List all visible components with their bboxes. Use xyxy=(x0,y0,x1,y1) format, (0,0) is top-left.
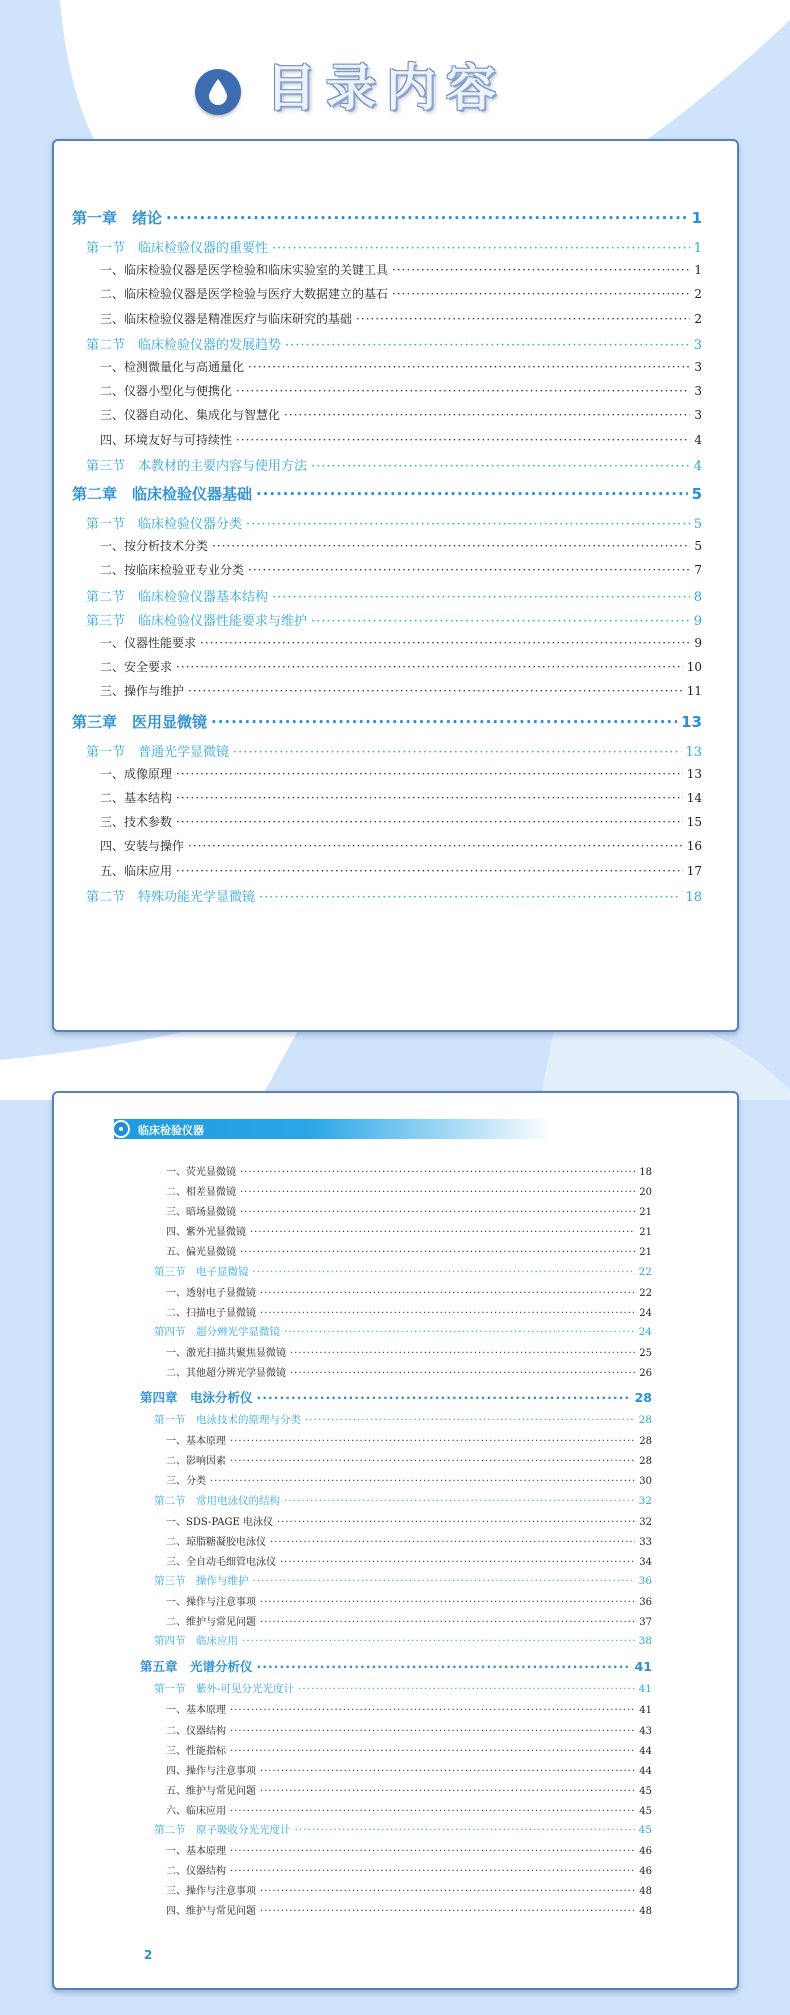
toc-row-item[interactable] xyxy=(166,1223,652,1238)
toc-page-number: 48 xyxy=(639,1906,652,1918)
leader-dots xyxy=(284,1326,635,1338)
toc-label: 四、环境友好与可持续性 xyxy=(100,432,233,447)
toc-label: 一、SDS-PAGE 电泳仪 xyxy=(166,1516,273,1528)
toc-label: 第三节 本教材的主要内容与使用方法 xyxy=(86,458,308,474)
running-header-text: 临床检验仪器 xyxy=(138,1124,204,1137)
leader-dots xyxy=(176,791,683,805)
toc-page-number: 25 xyxy=(639,1347,652,1359)
leader-dots xyxy=(210,1476,635,1487)
toc-row-item[interactable] xyxy=(100,658,702,675)
leader-dots xyxy=(188,839,683,853)
toc-label: 第四节 超分辨光学显微镜 xyxy=(154,1325,280,1338)
toc-row-chapter[interactable] xyxy=(72,711,702,732)
toc-row-item[interactable] xyxy=(100,837,702,854)
toc-row-section[interactable] xyxy=(154,1822,652,1837)
toc-row-section[interactable] xyxy=(154,1493,652,1508)
leader-dots xyxy=(270,1537,635,1548)
leader-dots xyxy=(295,1824,635,1836)
toc-label: 第一节 紫外-可见分光光度计 xyxy=(154,1683,295,1696)
toc-page-number: 15 xyxy=(686,815,702,830)
toc-page-number: 36 xyxy=(639,1597,652,1608)
leader-dots xyxy=(230,1456,635,1467)
toc-page-number: 28 xyxy=(634,1390,652,1406)
toc-row-item[interactable] xyxy=(166,1902,652,1917)
toc-row-item[interactable] xyxy=(166,1742,652,1757)
toc-row-item[interactable] xyxy=(100,682,702,699)
toc-row-section[interactable] xyxy=(154,1633,652,1648)
leader-dots xyxy=(230,1846,635,1857)
leader-dots xyxy=(240,1247,635,1258)
leader-dots xyxy=(260,1308,635,1319)
toc-page-number: 14 xyxy=(686,791,702,805)
toc-page-number: 46 xyxy=(639,1866,652,1878)
toc-page-number: 3 xyxy=(693,337,702,353)
toc-row-item[interactable] xyxy=(100,561,702,578)
toc-page-number: 10 xyxy=(686,660,702,675)
toc-row-item[interactable] xyxy=(166,1722,652,1737)
toc-label: 第一节 临床检验仪器分类 xyxy=(86,517,243,532)
toc-page-number: 30 xyxy=(639,1476,652,1488)
toc-row-item[interactable] xyxy=(100,406,702,423)
leader-dots xyxy=(212,539,690,553)
toc-page-number: 2 xyxy=(694,311,702,326)
toc-row-section[interactable] xyxy=(154,1681,652,1696)
toc-row-item[interactable] xyxy=(166,1553,652,1568)
leader-dots xyxy=(272,590,690,605)
leader-dots xyxy=(311,459,690,474)
toc-label: 四、紫外光显微镜 xyxy=(166,1227,246,1239)
toc-page-number: 41 xyxy=(638,1683,652,1696)
toc-label: 第二节 原子吸收分光光度计 xyxy=(154,1824,291,1836)
toc-row-item[interactable] xyxy=(100,431,702,448)
leader-dots xyxy=(176,660,683,674)
leader-dots xyxy=(253,1266,635,1278)
toc-label: 二、按临床检验亚专业分类 xyxy=(100,563,245,578)
leader-dots xyxy=(230,1436,635,1447)
toc-label: 一、基本原理 xyxy=(166,1846,226,1858)
toc-page-number: 1 xyxy=(691,209,702,227)
toc-row-item[interactable] xyxy=(166,1344,652,1359)
toc-row-item[interactable] xyxy=(100,634,702,651)
toc-label: 三、技术参数 xyxy=(100,815,173,830)
leader-dots xyxy=(176,767,683,781)
leader-dots xyxy=(240,1207,635,1218)
toc-page-number: 20 xyxy=(639,1187,652,1199)
leader-dots xyxy=(260,1786,635,1797)
toc-page-number: 3 xyxy=(694,384,702,399)
toc-label: 二、安全要求 xyxy=(100,660,173,675)
leader-dots xyxy=(259,890,681,905)
toc-label: 二、扫描电子显微镜 xyxy=(166,1307,256,1319)
toc-row-section[interactable] xyxy=(86,455,702,474)
toc-label: 一、操作与注意事项 xyxy=(166,1597,256,1608)
toc-page-number: 13 xyxy=(685,744,702,760)
leader-dots xyxy=(256,485,688,503)
toc-row-item[interactable] xyxy=(100,813,702,830)
toc-label: 三、性能指标 xyxy=(166,1745,226,1757)
toc-page-number: 1 xyxy=(693,241,702,256)
toc-label: 四、操作与注意事项 xyxy=(166,1765,256,1777)
leader-dots xyxy=(176,815,683,829)
leader-dots xyxy=(260,1886,635,1897)
leader-dots xyxy=(188,684,683,698)
toc-row-item[interactable] xyxy=(166,1701,652,1716)
toc-row-chapter[interactable] xyxy=(140,1388,652,1406)
toc-page-number: 11 xyxy=(686,684,702,699)
leader-dots xyxy=(392,263,690,277)
toc-label: 第四章 电泳分析仪 xyxy=(140,1390,253,1406)
leader-dots xyxy=(230,1746,635,1757)
toc-row-section[interactable] xyxy=(86,586,702,605)
toc-row-item[interactable] xyxy=(100,261,702,278)
page-number: 2 xyxy=(144,1948,153,1962)
leader-dots xyxy=(248,563,690,577)
toc-page-number: 21 xyxy=(639,1247,652,1259)
toc-row-section[interactable] xyxy=(86,334,702,353)
toc-label: 三、操作与维护 xyxy=(100,684,185,699)
toc-page-number: 22 xyxy=(639,1287,652,1299)
toc-label: 第二节 特殊功能光学显微镜 xyxy=(86,889,256,905)
leader-dots xyxy=(284,1495,635,1507)
toc-label: 六、临床应用 xyxy=(166,1805,226,1817)
toc-label: 三、操作与注意事项 xyxy=(166,1886,256,1898)
toc-page-number: 43 xyxy=(639,1725,652,1737)
toc-label: 第二节 临床检验仪器基本结构 xyxy=(86,589,269,605)
toc-page-number: 45 xyxy=(639,1805,652,1817)
toc-row-item[interactable] xyxy=(166,1593,652,1608)
toc-row-item[interactable] xyxy=(166,1613,652,1628)
toc-label: 一、基本原理 xyxy=(166,1436,226,1448)
toc-row-section[interactable] xyxy=(154,1264,652,1279)
leader-dots xyxy=(230,1705,635,1716)
leader-dots xyxy=(290,1348,635,1359)
toc-label: 三、临床检验仪器是精准医疗与临床研究的基础 xyxy=(100,311,353,326)
leader-dots xyxy=(240,1167,635,1178)
toc-row-section[interactable] xyxy=(154,1324,652,1339)
page-title: 目录内容 xyxy=(266,59,506,117)
toc-label: 第四节 临床应用 xyxy=(154,1635,238,1648)
toc-page-number: 3 xyxy=(694,360,702,374)
toc-row-section[interactable] xyxy=(154,1573,652,1588)
toc-row-item[interactable] xyxy=(166,1243,652,1258)
toc-label: 第五章 光谱分析仪 xyxy=(140,1659,253,1675)
toc-row-item[interactable] xyxy=(166,1183,652,1198)
toc-label: 三、仪器自动化、集成化与智慧化 xyxy=(100,408,281,423)
toc-label: 第一节 电泳技术的原理与分类 xyxy=(154,1414,301,1427)
toc-label: 一、成像原理 xyxy=(100,766,173,781)
toc-label: 五、偏光显微镜 xyxy=(166,1247,236,1259)
leader-dots xyxy=(272,241,690,256)
toc-page-number: 45 xyxy=(638,1824,652,1836)
toc-page-number: 3 xyxy=(694,408,702,423)
toc-page-number: 17 xyxy=(686,863,702,878)
leader-dots xyxy=(285,338,690,353)
toc-page-number: 37 xyxy=(639,1617,652,1629)
leader-dots xyxy=(166,209,688,227)
toc-row-section[interactable] xyxy=(86,237,702,256)
leader-dots xyxy=(392,287,690,301)
toc-label: 二、其他超分辨光学显微镜 xyxy=(166,1368,286,1379)
toc-page-number: 38 xyxy=(638,1635,652,1648)
toc-page-number: 22 xyxy=(638,1265,652,1278)
leader-dots xyxy=(305,1414,635,1426)
toc-label: 第二章 临床检验仪器基础 xyxy=(72,485,253,503)
toc-row-item[interactable] xyxy=(100,765,702,782)
toc-page-2 xyxy=(52,1091,739,1990)
toc-page-number: 26 xyxy=(639,1368,652,1379)
toc-row-item[interactable] xyxy=(166,1842,652,1857)
toc-label: 一、按分析技术分类 xyxy=(100,539,209,554)
toc-label: 一、荧光显微镜 xyxy=(166,1167,236,1178)
toc-label: 第一节 临床检验仪器的重要性 xyxy=(86,241,269,256)
toc-row-section[interactable] xyxy=(86,741,702,760)
leader-dots xyxy=(280,1557,635,1568)
toc-page-number: 4 xyxy=(693,458,702,474)
running-header xyxy=(114,1119,554,1139)
toc-row-chapter[interactable] xyxy=(140,1657,652,1675)
toc-label: 一、临床检验仪器是医学检验和临床实验室的关键工具 xyxy=(100,263,389,278)
toc-row-item[interactable] xyxy=(166,1533,652,1548)
toc-page-number: 48 xyxy=(639,1886,652,1898)
toc-page-number: 28 xyxy=(639,1436,652,1448)
leader-dots xyxy=(242,1635,635,1647)
toc-label: 一、激光扫描共聚焦显微镜 xyxy=(166,1347,286,1359)
toc-row-item[interactable] xyxy=(100,310,702,327)
toc-label: 三、分类 xyxy=(166,1476,206,1488)
leader-dots xyxy=(260,1288,635,1299)
leader-dots xyxy=(230,1806,635,1817)
toc-label: 三、全自动毛细管电泳仪 xyxy=(166,1556,276,1568)
toc-label: 第三节 电子显微镜 xyxy=(154,1265,249,1278)
leader-dots xyxy=(260,1906,635,1917)
leader-dots xyxy=(356,312,690,326)
toc-label: 第二节 常用电泳仪的结构 xyxy=(154,1494,280,1507)
toc-page-number: 36 xyxy=(638,1574,652,1587)
toc-page-number: 32 xyxy=(638,1494,652,1507)
toc-label: 二、基本结构 xyxy=(100,791,173,805)
toc-label: 第三节 操作与维护 xyxy=(154,1574,249,1587)
toc-row-item[interactable] xyxy=(166,1364,652,1379)
toc-row-item[interactable] xyxy=(166,1762,652,1777)
leader-dots xyxy=(277,1517,635,1528)
toc-page-number: 32 xyxy=(639,1516,652,1528)
toc-page-number: 21 xyxy=(639,1207,652,1219)
toc-page-number: 28 xyxy=(638,1414,652,1427)
toc-row-item[interactable] xyxy=(100,358,702,375)
toc-page-number: 9 xyxy=(693,613,702,629)
toc-row-item[interactable] xyxy=(166,1452,652,1467)
toc-page-1 xyxy=(52,139,739,1032)
toc-page-number: 16 xyxy=(686,839,702,854)
toc-label: 二、仪器小型化与便携化 xyxy=(100,384,233,399)
toc-row-section[interactable] xyxy=(86,513,702,532)
toc-row-chapter[interactable] xyxy=(72,483,702,504)
toc-row-section[interactable] xyxy=(86,610,702,629)
toc-row-chapter[interactable] xyxy=(72,207,702,228)
toc-page-number: 5 xyxy=(691,485,702,503)
toc-label: 二、临床检验仪器是医学检验与医疗大数据建立的基石 xyxy=(100,287,389,302)
toc-page-number: 2 xyxy=(694,287,702,302)
toc-label: 二、琼脂糖凝胶电泳仪 xyxy=(166,1536,266,1548)
toc-label: 第二节 临床检验仪器的发展趋势 xyxy=(86,337,282,353)
toc-page-number: 41 xyxy=(634,1659,652,1675)
toc-label: 五、临床应用 xyxy=(100,863,173,878)
toc-label: 第三章 医用显微镜 xyxy=(72,712,208,731)
toc-label: 一、检测微量化与高通量化 xyxy=(100,360,245,374)
toc-page-number: 5 xyxy=(693,517,702,532)
leader-dots xyxy=(211,713,677,731)
toc-label: 第一节 普通光学显微镜 xyxy=(86,744,230,760)
toc-page-number: 44 xyxy=(639,1765,652,1777)
toc-row-item[interactable] xyxy=(100,862,702,879)
toc-page-number: 9 xyxy=(694,636,702,650)
toc-row-item[interactable] xyxy=(100,285,702,302)
toc-label: 第一章 绪论 xyxy=(72,209,163,227)
toc-page-number: 5 xyxy=(694,539,702,554)
toc-page-number: 18 xyxy=(639,1167,652,1178)
toc-row-item[interactable] xyxy=(166,1472,652,1487)
toc-page-number: 24 xyxy=(638,1325,652,1338)
toc-row-section[interactable] xyxy=(86,886,702,905)
leader-dots xyxy=(311,614,690,629)
toc-row-item[interactable] xyxy=(166,1432,652,1447)
toc-page-number: 41 xyxy=(639,1705,652,1717)
toc-page-number: 13 xyxy=(681,712,702,731)
toc-row-item[interactable] xyxy=(166,1513,652,1528)
leader-dots xyxy=(236,433,690,447)
leader-dots xyxy=(200,636,690,650)
leader-dots xyxy=(246,517,690,532)
toc-row-item[interactable] xyxy=(166,1163,652,1178)
toc-page-number: 46 xyxy=(639,1846,652,1858)
toc-label: 二、仪器结构 xyxy=(166,1725,226,1737)
toc-label: 四、维护与常见问题 xyxy=(166,1906,256,1918)
leader-dots xyxy=(260,1617,635,1628)
toc-row-item[interactable] xyxy=(100,537,702,554)
water-drop-icon xyxy=(195,69,241,115)
toc-label: 二、维护与常见问题 xyxy=(166,1617,256,1629)
toc-page-number: 1 xyxy=(694,263,702,278)
toc-page-number: 13 xyxy=(686,766,702,781)
toc-label: 二、相差显微镜 xyxy=(166,1187,236,1199)
toc-row-item[interactable] xyxy=(166,1862,652,1877)
toc-label: 一、基本原理 xyxy=(166,1705,226,1717)
toc-row-item[interactable] xyxy=(100,382,702,399)
toc-row-item[interactable] xyxy=(166,1782,652,1797)
toc-row-item[interactable] xyxy=(100,789,702,806)
toc-row-item[interactable] xyxy=(166,1203,652,1218)
toc-label: 三、暗场显微镜 xyxy=(166,1207,236,1219)
leader-dots xyxy=(253,1575,635,1587)
toc-label: 四、安装与操作 xyxy=(100,839,185,854)
leader-dots xyxy=(284,408,690,422)
toc-row-item[interactable] xyxy=(166,1284,652,1299)
toc-label: 五、维护与常见问题 xyxy=(166,1785,256,1797)
leader-dots xyxy=(260,1597,635,1608)
toc-page-number: 7 xyxy=(694,563,702,578)
leader-dots xyxy=(298,1683,635,1695)
toc-row-item[interactable] xyxy=(166,1304,652,1319)
toc-label: 一、透射电子显微镜 xyxy=(166,1287,256,1299)
leader-dots xyxy=(176,864,683,878)
leader-dots xyxy=(257,1390,631,1405)
toc-label: 一、仪器性能要求 xyxy=(100,636,197,650)
toc-page-number: 33 xyxy=(639,1536,652,1548)
leader-dots xyxy=(233,745,681,760)
toc-page-number: 44 xyxy=(639,1745,652,1757)
toc-label: 二、仪器结构 xyxy=(166,1866,226,1878)
toc-row-item[interactable] xyxy=(166,1882,652,1897)
leader-dots xyxy=(260,1766,635,1777)
leader-dots xyxy=(236,384,690,398)
toc-page-number: 8 xyxy=(693,589,702,605)
toc-page-number: 45 xyxy=(639,1785,652,1797)
leader-dots xyxy=(248,360,690,374)
leader-dots xyxy=(240,1187,635,1198)
toc-label: 第三节 临床检验仪器性能要求与维护 xyxy=(86,613,308,629)
toc-page-number: 21 xyxy=(639,1227,652,1239)
toc-page-number: 24 xyxy=(639,1307,652,1319)
leader-dots xyxy=(290,1368,635,1379)
toc-row-section[interactable] xyxy=(154,1412,652,1427)
leader-dots xyxy=(257,1659,631,1674)
toc-page-number: 28 xyxy=(639,1456,652,1468)
toc-label: 二、影响因素 xyxy=(166,1456,226,1468)
toc-row-item[interactable] xyxy=(166,1802,652,1817)
toc-page-number: 18 xyxy=(685,889,702,905)
leader-dots xyxy=(250,1227,635,1238)
toc-page-number: 4 xyxy=(694,432,702,447)
leader-dots xyxy=(230,1726,635,1737)
toc-page-number: 34 xyxy=(639,1556,652,1568)
leader-dots xyxy=(230,1866,635,1877)
bullet-icon xyxy=(112,1120,130,1138)
